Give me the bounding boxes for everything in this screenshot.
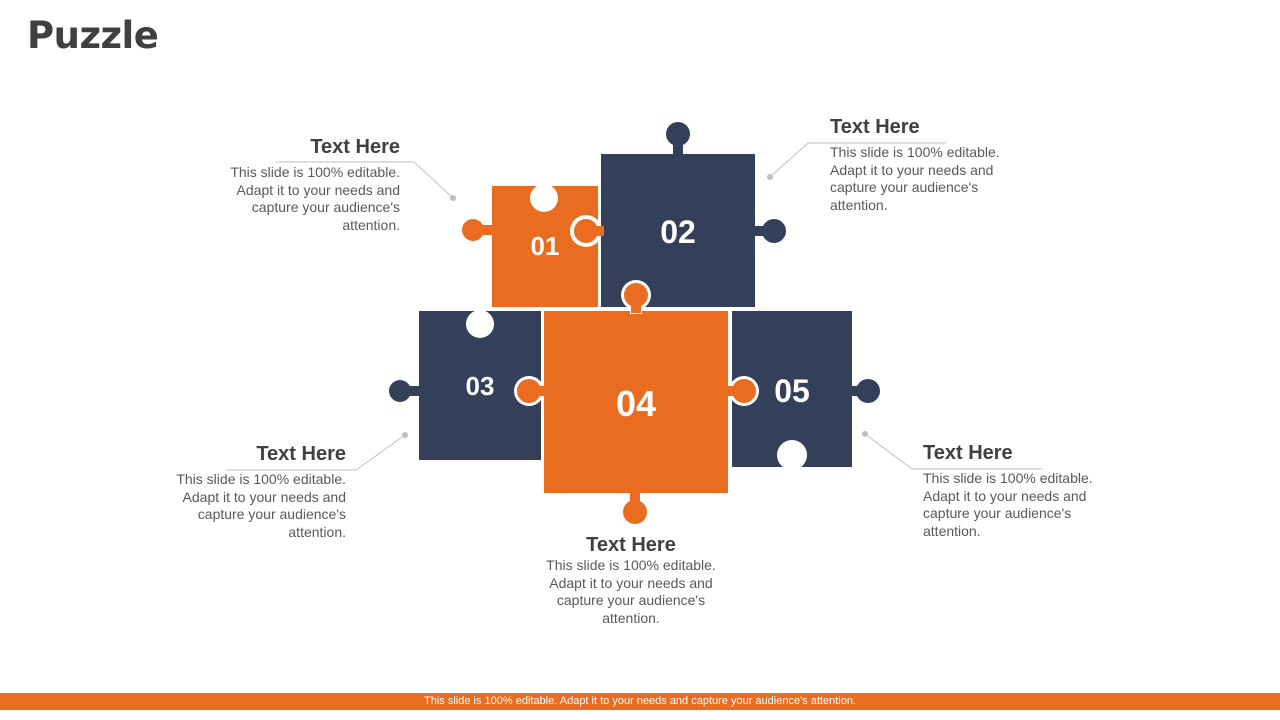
callout-02-heading: Text Here (830, 116, 920, 138)
callout-01-heading: Text Here (310, 136, 400, 158)
footer-banner: This slide is 100% editable. Adapt it to your needs and capture your audience's attention. (0, 693, 1280, 710)
puzzle-piece-02 (570, 122, 786, 307)
callout-05 (923, 441, 1093, 541)
callout-04-heading: Text Here (586, 534, 676, 556)
piece-03-number: 03 (465, 371, 495, 401)
callout-03-heading: Text Here (256, 443, 346, 465)
puzzle-piece-04 (514, 280, 759, 524)
slide-title: Puzzle (27, 14, 159, 57)
puzzle-piece-01 (462, 184, 598, 307)
piece-04-number: 04 (615, 383, 657, 424)
piece-05-number: 05 (774, 373, 810, 409)
callout-05-heading: Text Here (923, 442, 1013, 464)
callout-02-body: This slide is 100% editable. Adapt it to your needs and capture your audience's attention. (830, 144, 1000, 214)
callout-02 (830, 115, 1000, 215)
callout-01-body: This slide is 100% editable. Adapt it to your needs and capture your audience's attention. (230, 164, 400, 234)
callout-03-body: This slide is 100% editable. Adapt it to your needs and capture your audience's attention. (176, 471, 346, 541)
piece-01-number: 01 (530, 231, 560, 261)
callout-04-body: This slide is 100% editable. Adapt it to your needs and capture your audience's attention. (546, 557, 716, 627)
callout-01 (230, 135, 400, 235)
callout-03 (176, 442, 346, 542)
piece-02-number: 02 (660, 214, 696, 250)
callout-04 (546, 533, 716, 628)
callout-05-body: This slide is 100% editable. Adapt it to your needs and capture your audience's attention. (923, 470, 1093, 540)
